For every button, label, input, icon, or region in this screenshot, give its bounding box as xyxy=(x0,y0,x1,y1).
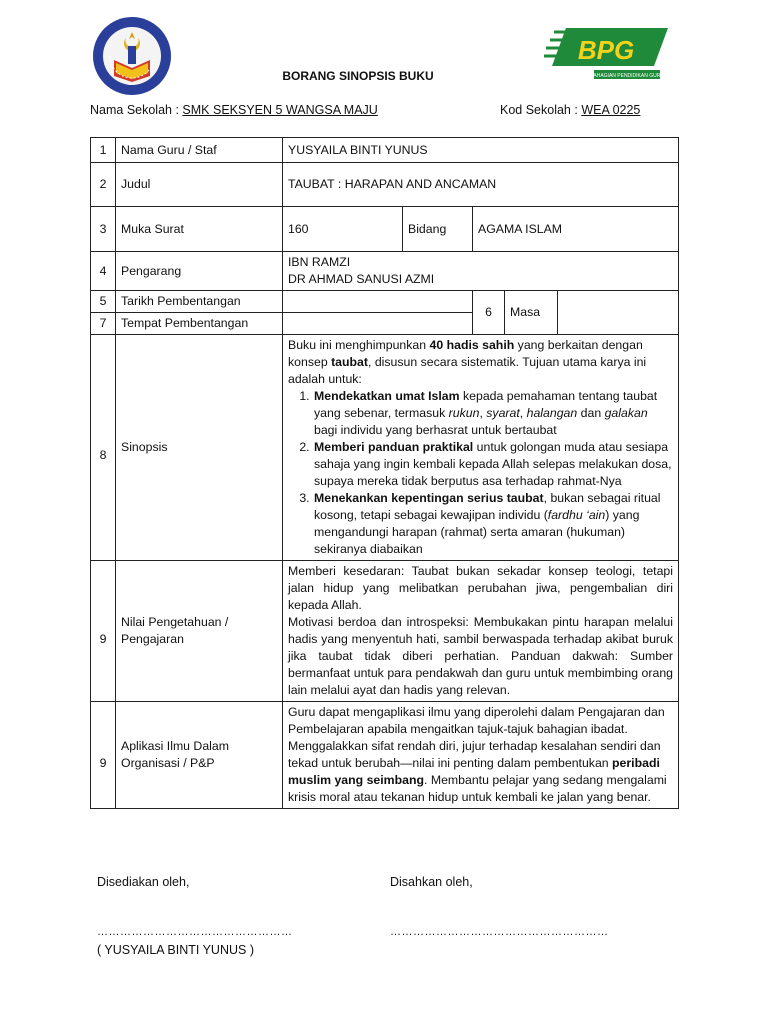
synopsis-form-table xyxy=(90,137,679,809)
synopsis-text xyxy=(283,335,679,561)
row-number: 2 xyxy=(91,163,116,207)
teacher-name-value: YUSYAILA BINTI YUNUS xyxy=(283,138,679,163)
row-number: 1 xyxy=(91,138,116,163)
author-line: DR AHMAD SANUSI AZMI xyxy=(288,272,435,286)
knowledge-paragraph: Memberi kesedaran: Taubat bukan sekadar konsep teologi, tetapi jalan hidup yang melibatkan perubahan jiwa, pengembalian diri kepada Allah. xyxy=(288,564,674,612)
row-author xyxy=(91,252,679,291)
row-number: 8 xyxy=(91,335,116,561)
synopsis-list-item: 2. Memberi panduan praktikal untuk golongan muda atau sesiapa sahaja yang ingin kembali kepada Allah selepas melakukan dosa, supaya mereka tidak berputus asa terhadap rahmat-Nya xyxy=(313,439,673,490)
synopsis-list-item: 3. Menekankan kepentingan serius taubat, bukan sebagai ritual kosong, tetapi sebagai kewajipan individu (fardhu ‘ain) yang mengandungi harapan (rahmat) serta amaran (hukuman) sekiranya diabaikan xyxy=(313,490,673,558)
row-number: 6 xyxy=(473,291,505,335)
synopsis-list-item: 1. Mendekatkan umat Islam kepada pemahaman tentang taubat yang sebenar, termasuk rukun, syarat, halangan dan galakan bagi individu yang berhasrat untuk bertaubat xyxy=(313,388,673,439)
row-presentation-date xyxy=(91,291,679,313)
field-label: Bidang xyxy=(403,207,473,252)
school-line xyxy=(90,103,378,117)
row-teacher-name xyxy=(91,138,679,163)
synopsis-intro: Buku ini menghimpunkan 40 hadis sahih yang berkaitan dengan konsep taubat, disusun secara sistematik. Tujuan utama karya ini adalah untuk: xyxy=(288,338,647,386)
row-synopsis xyxy=(91,335,679,561)
row-label: Nilai Pengetahuan / Pengajaran xyxy=(116,561,283,702)
school-label: Nama Sekolah : xyxy=(90,103,183,117)
row-number: 5 xyxy=(91,291,116,313)
time-value xyxy=(558,291,679,335)
row-label: Judul xyxy=(116,163,283,207)
book-title-value: TAUBAT : HARAPAN AND ANCAMAN xyxy=(283,163,679,207)
row-number: 7 xyxy=(91,313,116,335)
row-label: Nama Guru / Staf xyxy=(116,138,283,163)
presentation-date-value xyxy=(283,291,473,313)
prepared-by-label: Disediakan oleh, xyxy=(97,875,190,889)
signer-name: ( YUSYAILA BINTI YUNUS ) xyxy=(97,943,254,957)
row-knowledge-value xyxy=(91,561,679,702)
row-number: 9 xyxy=(91,561,116,702)
row-title xyxy=(91,163,679,207)
row-pages xyxy=(91,207,679,252)
knowledge-paragraph: Motivasi berdoa dan introspeksi: Membukakan pintu harapan melalui hadis yang menyentuh hati, sambil berwaspada terhadap akibat buruk jika taubat tidak diberi perhatian. Panduan dakwah: Sumber bermanfaat untuk para pendakwah dan guru untuk membimbing orang lain melalui ayat dan hadis yang relevan. xyxy=(288,615,674,697)
signature-line-left: …………………………………………… xyxy=(97,926,293,938)
row-label: Masa xyxy=(505,291,558,335)
signature-line-right: ………………………………………………… xyxy=(390,926,609,938)
application-text: Guru dapat mengaplikasi ilmu yang diperolehi dalam Pengajaran dan Pembelajaran apabila mengaitkan tajuk-tajuk bahagian ibadat. Menggalakkan sifat rendah diri, jujur terhadap kesalahan sendiri dan tekad untuk berubah—nilai ini penting dalam pembentukan peribadi muslim yang seimbang. Membantu pelajar yang sedang mengalami krisis moral atau tekanan hidup untuk kembali ke jalan yang benar. xyxy=(283,702,679,809)
row-number: 9 xyxy=(91,702,116,809)
field-value: AGAMA ISLAM xyxy=(473,207,679,252)
row-label: Muka Surat xyxy=(116,207,283,252)
row-label: Sinopsis xyxy=(116,335,283,561)
bpg-logo-subtext: BAHAGIAN PENDIDIKAN GURU xyxy=(590,73,664,79)
ministry-logo xyxy=(92,16,172,96)
school-code-value: WEA 0225 xyxy=(581,103,641,117)
bpg-logo-text: BPG xyxy=(577,35,635,65)
author-line: IBN RAMZI xyxy=(288,255,351,269)
school-code-line xyxy=(500,103,640,117)
synopsis-list xyxy=(288,388,673,558)
school-value: SMK SEKSYEN 5 WANGSA MAJU xyxy=(182,103,378,117)
row-label: Aplikasi Ilmu Dalam Organisasi / P&P xyxy=(116,702,283,809)
presentation-place-value xyxy=(283,313,473,335)
row-label: Tarikh Pembentangan xyxy=(116,291,283,313)
row-label: Pengarang xyxy=(116,252,283,291)
approved-by-label: Disahkan oleh, xyxy=(390,875,473,889)
row-number: 3 xyxy=(91,207,116,252)
page-title: BORANG SINOPSIS BUKU xyxy=(282,69,434,83)
row-label: Tempat Pembentangan xyxy=(116,313,283,335)
row-application xyxy=(91,702,679,809)
page-count-value: 160 xyxy=(283,207,403,252)
author-value xyxy=(283,252,679,291)
knowledge-value-text xyxy=(283,561,679,702)
row-number: 4 xyxy=(91,252,116,291)
school-code-label: Kod Sekolah : xyxy=(500,103,582,117)
